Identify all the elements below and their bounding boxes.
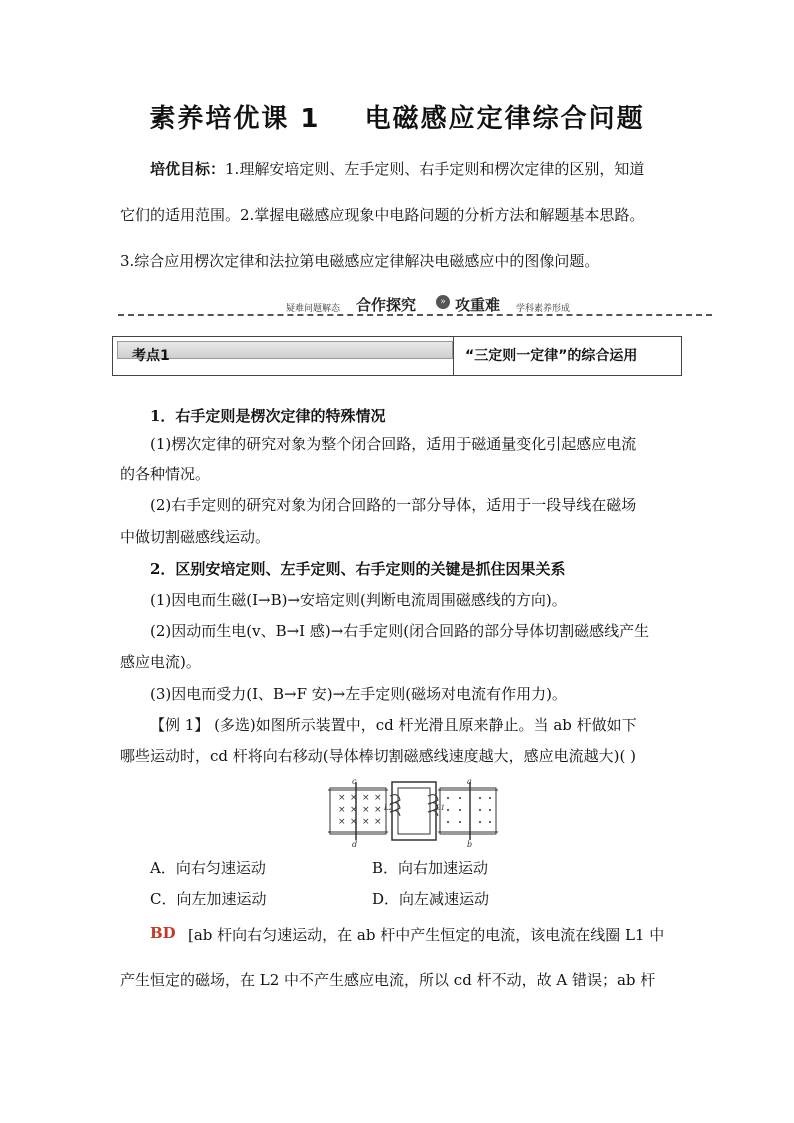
rule-2a: (2)因动而生电(v、B→I 感)→右手定则(闭合回路的部分导体切割磁感线产生 (150, 622, 650, 640)
svg-text:×: × (374, 805, 382, 815)
svg-text:×: × (338, 805, 346, 815)
kaodian-divider (453, 337, 454, 375)
section-bar-right: 学科素养形成 (516, 304, 571, 314)
goals-label: 培优目标： (150, 160, 226, 178)
svg-text:×: × (338, 793, 346, 803)
example-line-2: 哪些运动时，cd 杆将向右移动(导体棒切割磁感线速度越大，感应电流越大)( ) (120, 747, 636, 765)
svg-text:×: × (350, 793, 358, 803)
svg-text:×: × (374, 817, 382, 827)
label-b: b (467, 840, 473, 848)
svg-text:×: × (362, 793, 370, 803)
option-d: D．向左减速运动 (372, 890, 490, 908)
para-1a: (1)楞次定律的研究对象为整个闭合回路，适用于磁通量变化引起感应电流 (150, 435, 637, 453)
section-bar-main-1: 合作探究 (356, 296, 417, 314)
goals-text-1: 1.理解安培定则、左手定则、右手定则和楞次定律的区别，知道 (225, 160, 645, 178)
svg-text:×: × (350, 817, 358, 827)
section-divider (118, 314, 712, 316)
label-l1: L1 (436, 804, 446, 812)
answer-line-2: 产生恒定的磁场，在 L2 中不产生感应电流，所以 cd 杆不动，故 A 错误；ab 杆 (120, 971, 656, 989)
para-2b: 中做切割磁感线运动。 (120, 528, 271, 546)
goals-line-3: 3.综合应用楞次定律和法拉第电磁感应定律解决电磁感应中的图像问题。 (120, 252, 600, 270)
rule-2b: 感应电流)。 (120, 653, 201, 671)
goals-line-2: 它们的适用范围。2.掌握电磁感应现象中电路问题的分析方法和解题基本思路。 (120, 206, 645, 224)
answer-key: BD (150, 924, 176, 942)
answer-line-1: [ab 杆向右匀速运动，在 ab 杆中产生恒定的电流，该电流在线圈 L1 中 (188, 926, 665, 944)
kaodian-tab (117, 341, 453, 364)
goals-line-1 (150, 158, 706, 180)
option-b: B．向右加速运动 (372, 859, 489, 877)
double-arrow-icon: » (436, 295, 450, 309)
section-bar-left: 疑难问题解态 (286, 304, 341, 314)
section-bar-main-2: 攻重难 (455, 296, 501, 314)
option-a: A．向右匀速运动 (150, 859, 266, 877)
svg-text:×: × (362, 805, 370, 815)
para-2a: (2)右手定则的研究对象为闭合回路的一部分导体，适用于一段导线在磁场 (150, 496, 637, 514)
svg-text:×: × (374, 793, 382, 803)
section-bar (118, 292, 712, 320)
option-c: C．向左加速运动 (150, 890, 267, 908)
svg-text:×: × (350, 805, 358, 815)
label-d: d (352, 840, 358, 848)
label-c: c (352, 778, 357, 786)
rule-1: (1)因电而生磁(I→B)→安培定则(判断电流周围磁感线的方向)。 (150, 591, 567, 609)
label-a: a (467, 778, 472, 786)
heading-1: 1．右手定则是楞次定律的特殊情况 (150, 407, 386, 425)
para-1b: 的各种情况。 (120, 465, 211, 483)
kaodian-label: 考点1 (132, 348, 170, 364)
kaodian-topic: “三定则一定律”的综合运用 (465, 348, 638, 364)
rule-3: (3)因电而受力(I、B→F 安)→左手定则(磁场对电流有作用力)。 (150, 685, 567, 703)
heading-2: 2．区别安培定则、左手定则、右手定则的关键是抓住因果关系 (150, 560, 566, 578)
apparatus-figure (328, 778, 498, 848)
example-line-1: 【例 1】 (多选)如图所示装置中，cd 杆光滑且原来静止。当 ab 杆做如下 (150, 716, 637, 734)
svg-text:×: × (362, 817, 370, 827)
page-title: 素养培优课 1 电磁感应定律综合问题 (149, 104, 645, 134)
kaodian-box (112, 336, 682, 376)
svg-text:×: × (338, 817, 346, 827)
label-l2: L2 (384, 804, 394, 812)
